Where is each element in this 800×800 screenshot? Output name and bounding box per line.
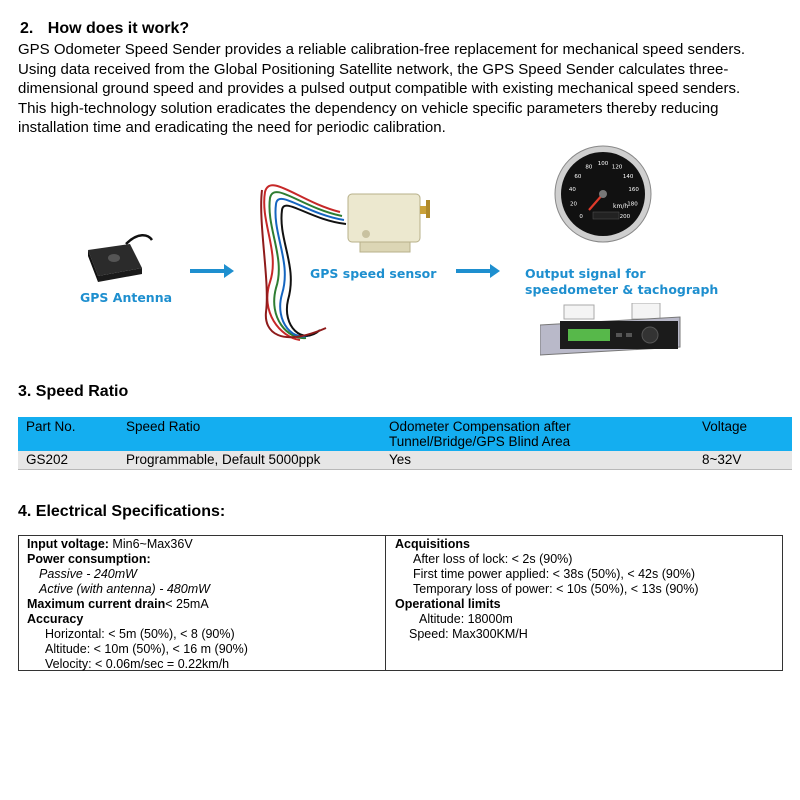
table-cell: Yes bbox=[381, 451, 694, 470]
specs-left-column bbox=[19, 536, 386, 670]
acquisitions-label: Acquisitions bbox=[395, 537, 471, 551]
temporary-power-loss: Temporary loss of power: < 10s (50%), < 13s (90%) bbox=[413, 582, 699, 596]
gauge-tick-label: 140 bbox=[622, 173, 634, 180]
section-2-body bbox=[18, 40, 793, 138]
velocity-accuracy: Velocity: < 0.06m/sec = 0.22km/h bbox=[45, 657, 230, 671]
altitude-limit: Altitude: 18000m bbox=[419, 612, 513, 626]
horizontal-accuracy: Horizontal: < 5m (50%), < 8 (90%) bbox=[45, 627, 235, 641]
specs-right-column bbox=[387, 536, 782, 670]
max-current-label: Maximum current drain bbox=[27, 597, 166, 611]
tachograph-image bbox=[540, 303, 690, 363]
operational-limits-label: Operational limits bbox=[395, 597, 501, 611]
gps-diagram bbox=[0, 160, 800, 380]
table-header-row bbox=[18, 417, 792, 451]
section-2-number: 2. bbox=[20, 20, 34, 37]
sensor-label: GPS speed sensor bbox=[310, 266, 437, 281]
column-header: Speed Ratio bbox=[118, 417, 381, 451]
gps-antenna-image bbox=[78, 228, 168, 288]
max-current-value: < 25mA bbox=[165, 597, 209, 611]
power-consumption-label: Power consumption: bbox=[27, 552, 151, 566]
output-label-line-2: speedometer & tachograph bbox=[525, 282, 719, 297]
speed-limit: Speed: Max300KM/H bbox=[409, 627, 528, 641]
table-cell: Programmable, Default 5000ppk bbox=[118, 451, 381, 470]
speed-ratio-table bbox=[18, 417, 792, 470]
table-cell: GS202 bbox=[18, 451, 118, 470]
arrow-to-output bbox=[456, 269, 492, 273]
gauge-tick-label: 100 bbox=[597, 161, 609, 167]
paragraph-intro: GPS Odometer Speed Sender provides a reliable calibration-free replacement for mechanical speed senders. bbox=[18, 41, 746, 58]
section-2-heading bbox=[20, 20, 189, 38]
max-current-line bbox=[27, 597, 377, 612]
altitude-accuracy: Altitude: < 10m (50%), < 16 m (90%) bbox=[45, 642, 248, 656]
input-voltage-label: Input voltage: bbox=[27, 537, 109, 551]
gauge-tick-label: 0 bbox=[579, 213, 583, 220]
column-header: Voltage bbox=[694, 417, 792, 451]
gauge-tick-label: 200 bbox=[619, 213, 631, 220]
gauge-tick-label: 180 bbox=[627, 201, 638, 208]
passive-power: Passive - 240mW bbox=[39, 567, 137, 581]
arrow-to-sensor bbox=[190, 269, 226, 273]
input-voltage-value: Min6~Max36V bbox=[108, 537, 193, 551]
gauge-tick-label: 60 bbox=[574, 173, 582, 180]
table-row bbox=[18, 451, 792, 470]
gauge-tick-label: 80 bbox=[585, 164, 593, 171]
paragraph-method: Using data received from the Global Positioning Satellite network, the GPS Speed Sender calculates three-dimensional ground speed and provides a pulsed output compatible with existing mechanical speed senders. bbox=[18, 60, 741, 97]
gauge-tick-label: 120 bbox=[611, 164, 623, 171]
paragraph-benefit: This high-technology solution eradicates the dependency on vehicle specific parameters thereby reducing installation time and eradicating the need for periodic calibration. bbox=[18, 99, 719, 136]
gauge-tick-label: 40 bbox=[568, 187, 576, 194]
input-voltage-line bbox=[27, 537, 377, 552]
accuracy-label: Accuracy bbox=[27, 612, 84, 626]
speedometer-gauge-image bbox=[553, 144, 653, 244]
gauge-tick-label: 20 bbox=[570, 201, 577, 208]
table-cell: 8~32V bbox=[694, 451, 792, 470]
section-4-heading: 4. Electrical Specifications: bbox=[18, 503, 226, 520]
after-loss-of-lock: After loss of lock: < 2s (90%) bbox=[413, 552, 573, 566]
electrical-specs-table bbox=[18, 535, 783, 671]
section-3-heading: 3. Speed Ratio bbox=[18, 383, 129, 400]
first-time-power: First time power applied: < 38s (50%), < 42s (90%) bbox=[413, 567, 696, 581]
column-header: Part No. bbox=[18, 417, 118, 451]
gauge-unit: km/h bbox=[613, 203, 629, 210]
gauge-tick-label: 160 bbox=[628, 187, 639, 194]
active-power: Active (with antenna) - 480mW bbox=[39, 582, 210, 596]
output-label-line-1: Output signal for bbox=[525, 266, 646, 281]
antenna-label: GPS Antenna bbox=[80, 290, 173, 305]
column-header: Odometer Compensation after Tunnel/Bridge/GPS Blind Area bbox=[381, 417, 694, 451]
section-2-title: How does it work? bbox=[47, 20, 190, 37]
wiring-harness-image bbox=[240, 162, 440, 352]
output-label bbox=[525, 266, 718, 298]
